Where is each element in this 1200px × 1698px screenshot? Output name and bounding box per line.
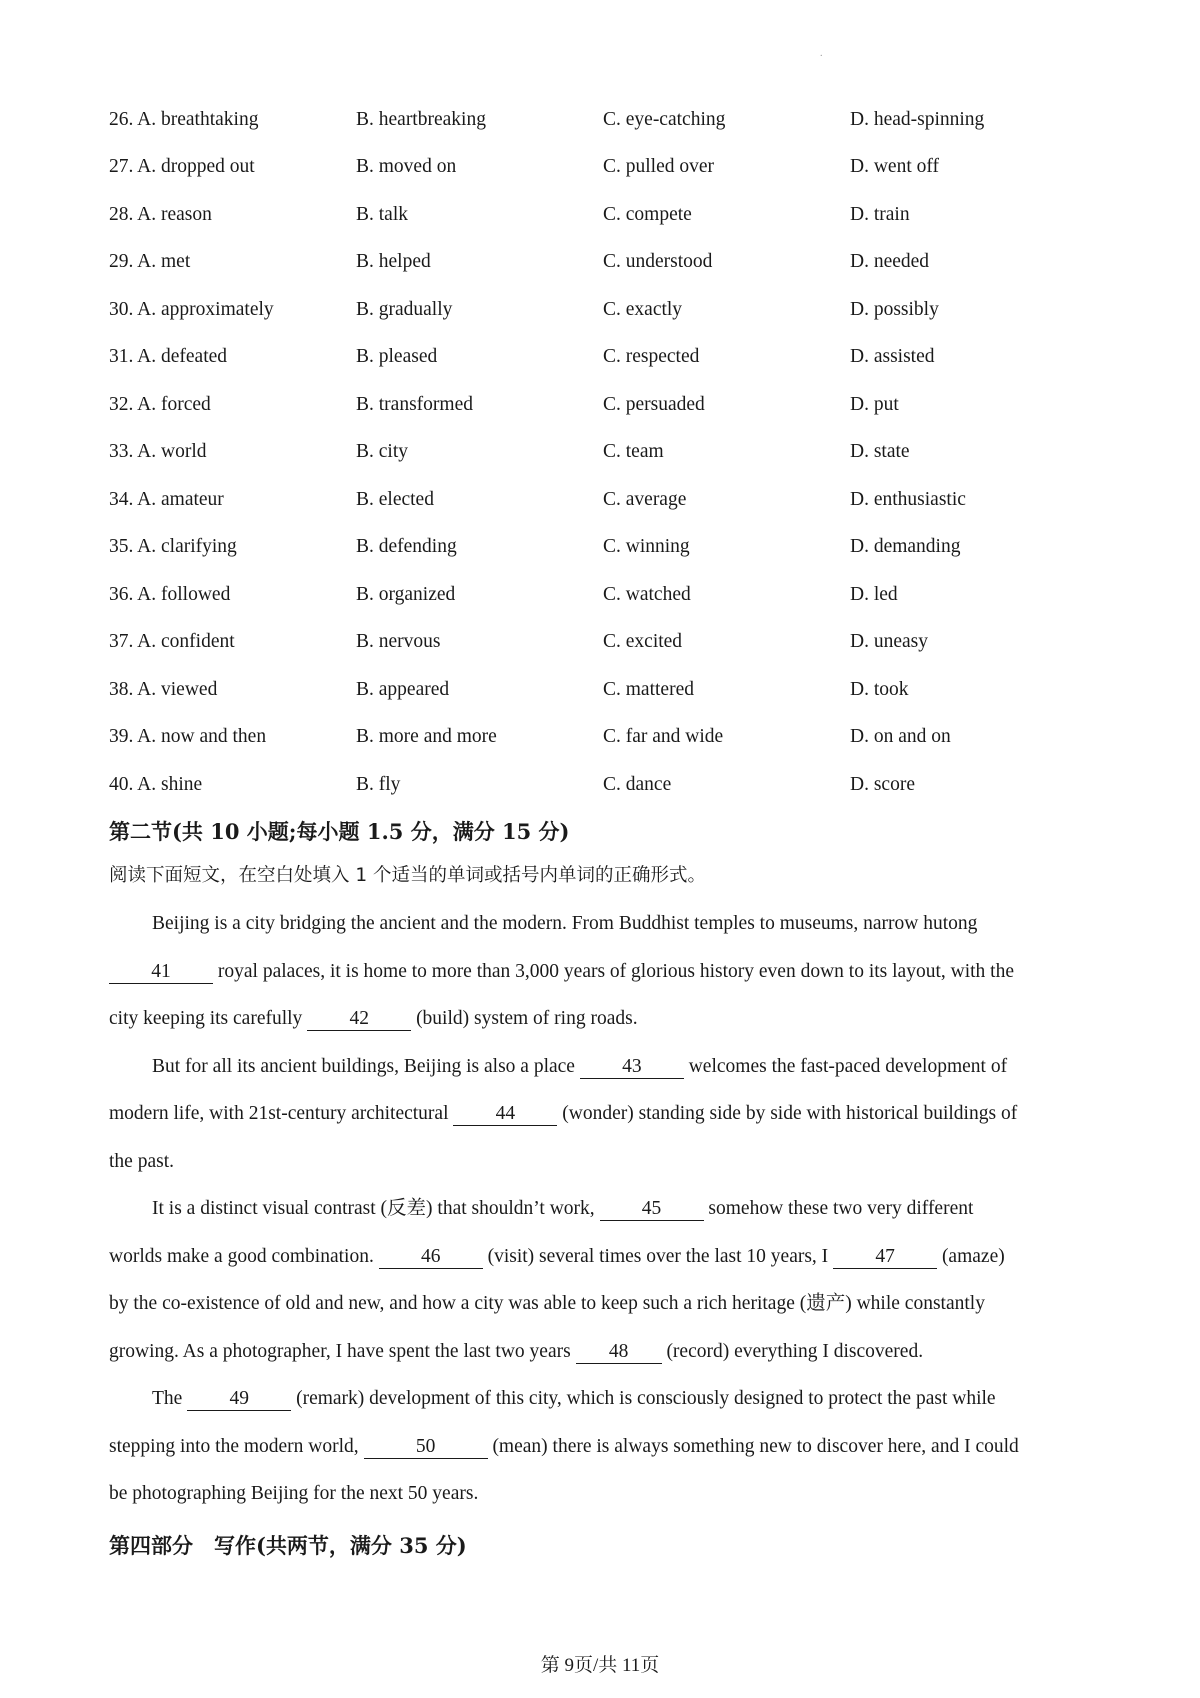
passage-line xyxy=(109,1090,1099,1138)
option-b: B. transformed xyxy=(356,393,473,415)
passage-line xyxy=(109,1328,1099,1376)
blank-42: 42 xyxy=(307,1008,411,1031)
blank-43: 43 xyxy=(580,1056,684,1079)
option-row xyxy=(109,286,1109,334)
option-a: 29. A. met xyxy=(109,251,191,273)
passage-text: (mean) there is always something new to discover here, and I could xyxy=(487,1435,1019,1457)
passage-text: by the co-existence of old and new, and how a city was able to keep such a rich heritage (遗产) while constantly xyxy=(109,1293,985,1314)
option-d: D. state xyxy=(850,441,910,463)
option-a: 36. A. followed xyxy=(109,583,231,605)
passage-line xyxy=(109,1138,1099,1186)
blank-47: 47 xyxy=(833,1246,937,1269)
option-b: B. nervous xyxy=(356,631,441,653)
blank-46: 46 xyxy=(379,1246,483,1269)
passage-line xyxy=(109,1233,1099,1281)
option-row xyxy=(109,619,1109,667)
option-row xyxy=(109,96,1109,144)
passage-text: (remark) development of this city, which is consciously designed to protect the past while xyxy=(291,1388,996,1409)
option-a: 27. A. dropped out xyxy=(109,156,255,178)
option-row xyxy=(109,761,1109,809)
option-b: B. appeared xyxy=(356,678,450,700)
option-c: C. exactly xyxy=(603,298,683,320)
option-a: 38. A. viewed xyxy=(109,678,218,700)
option-b: B. talk xyxy=(356,203,408,225)
passage-text: (wonder) standing side by side with historical buildings of xyxy=(557,1103,1018,1124)
option-c: C. far and wide xyxy=(603,726,724,748)
option-c: C. compete xyxy=(603,203,692,225)
option-a: 35. A. clarifying xyxy=(109,536,237,558)
option-c: C. average xyxy=(603,488,687,510)
option-b: B. heartbreaking xyxy=(356,108,486,130)
option-d: D. put xyxy=(850,393,899,415)
option-a: 26. A. breathtaking xyxy=(109,108,259,130)
option-b: B. organized xyxy=(356,583,456,605)
passage-text: city keeping its carefully xyxy=(109,1008,308,1029)
option-a: 32. A. forced xyxy=(109,393,211,415)
option-d: D. on and on xyxy=(850,726,951,748)
option-b: B. city xyxy=(356,441,408,463)
option-d: D. went off xyxy=(850,156,939,178)
option-c: C. watched xyxy=(603,583,691,605)
passage-line xyxy=(109,900,1099,948)
option-d: D. took xyxy=(850,678,909,700)
option-row xyxy=(109,191,1109,239)
blank-50: 50 xyxy=(364,1436,488,1459)
passage-text: (visit) several times over the last 10 years, I xyxy=(482,1245,834,1267)
blank-44: 44 xyxy=(453,1103,557,1126)
option-d: D. possibly xyxy=(850,298,939,320)
passage-line xyxy=(109,1470,1099,1518)
option-b: B. pleased xyxy=(356,346,438,368)
option-c: C. understood xyxy=(603,251,713,273)
option-a: 40. A. shine xyxy=(109,773,203,795)
option-b: B. moved on xyxy=(356,156,457,178)
blank-49: 49 xyxy=(187,1388,291,1411)
option-d: D. score xyxy=(850,773,915,795)
passage-line xyxy=(109,1185,1099,1233)
passage-text: modern life, with 21st-century architectural xyxy=(109,1103,454,1124)
passage-line xyxy=(109,1423,1099,1471)
option-c: C. persuaded xyxy=(603,393,705,415)
passage-text: But for all its ancient buildings, Beijing is also a place xyxy=(152,1055,580,1077)
option-a: 31. A. defeated xyxy=(109,346,228,368)
option-d: D. train xyxy=(850,203,910,225)
passage-text: (record) everything I discovered. xyxy=(661,1340,924,1362)
passage-line xyxy=(109,1043,1099,1091)
option-a: 39. A. now and then xyxy=(109,726,267,748)
passage-text: Beijing is a city bridging the ancient and the modern. From Buddhist temples to museums, narrow hutong xyxy=(152,913,978,934)
option-a: 37. A. confident xyxy=(109,631,235,653)
scan-dot: . xyxy=(820,48,823,59)
option-d: D. needed xyxy=(850,251,930,273)
option-a: 34. A. amateur xyxy=(109,488,224,510)
option-a: 30. A. approximately xyxy=(109,298,274,320)
passage-text: somehow these two very different xyxy=(703,1198,974,1219)
option-c: C. excited xyxy=(603,631,683,653)
option-row xyxy=(109,476,1109,524)
option-row xyxy=(109,714,1109,762)
passage-text: stepping into the modern world, xyxy=(109,1435,364,1457)
section-two-title: 第二节(共 10 小题;每小题 1.5 分，满分 15 分) xyxy=(109,819,570,844)
option-b: B. helped xyxy=(356,251,431,273)
passage-text: royal palaces, it is home to more than 3,000 years of glorious history even down to its layout, with the xyxy=(213,960,1014,982)
passage-text: be photographing Beijing for the next 50 years. xyxy=(109,1483,479,1504)
page-footer: 第 9页/共 11页 xyxy=(540,1655,660,1676)
option-d: D. led xyxy=(850,583,898,605)
passage-text: worlds make a good combination. xyxy=(109,1245,379,1267)
option-row xyxy=(109,239,1109,287)
passage-text: It is a distinct visual contrast (反差) that shouldn’t work, xyxy=(152,1198,600,1219)
blank-45: 45 xyxy=(600,1198,704,1221)
passage-text: growing. As a photographer, I have spent the last two years xyxy=(109,1340,576,1362)
option-b: B. more and more xyxy=(356,726,497,748)
passage-text: (amaze) xyxy=(937,1245,1005,1267)
passage-line xyxy=(109,995,1099,1043)
option-c: C. winning xyxy=(603,536,690,558)
passage xyxy=(109,900,1099,1518)
option-d: D. uneasy xyxy=(850,631,928,653)
passage-line xyxy=(109,948,1099,996)
option-a: 28. A. reason xyxy=(109,203,212,225)
options-table xyxy=(109,96,1109,809)
option-row xyxy=(109,144,1109,192)
section-two-instruction: 阅读下面短文，在空白处填入 1 个适当的单词或括号内单词的正确形式。 xyxy=(109,865,707,886)
option-d: D. head-spinning xyxy=(850,108,985,130)
passage-text: (build) system of ring roads. xyxy=(411,1008,638,1029)
passage-line xyxy=(109,1280,1099,1328)
option-d: D. demanding xyxy=(850,536,961,558)
option-b: B. gradually xyxy=(356,298,453,320)
option-b: B. elected xyxy=(356,488,434,510)
passage-line xyxy=(109,1375,1099,1423)
blank-41: 41 xyxy=(109,961,213,984)
option-d: D. enthusiastic xyxy=(850,488,966,510)
option-row xyxy=(109,571,1109,619)
option-c: C. respected xyxy=(603,346,700,368)
option-c: C. pulled over xyxy=(603,156,715,178)
passage-text: welcomes the fast-paced development of xyxy=(683,1055,1008,1077)
passage-text: the past. xyxy=(109,1150,174,1172)
option-row xyxy=(109,429,1109,477)
blank-48: 48 xyxy=(576,1341,662,1364)
option-c: C. dance xyxy=(603,773,672,795)
option-row xyxy=(109,666,1109,714)
passage-text: The xyxy=(152,1388,188,1409)
option-b: B. defending xyxy=(356,536,457,558)
option-a: 33. A. world xyxy=(109,441,207,463)
part-four-title: 第四部分 写作(共两节，满分 35 分) xyxy=(109,1533,467,1558)
option-c: C. eye-catching xyxy=(603,108,726,130)
option-c: C. team xyxy=(603,441,664,463)
option-row xyxy=(109,334,1109,382)
option-b: B. fly xyxy=(356,773,401,795)
option-d: D. assisted xyxy=(850,346,935,368)
option-c: C. mattered xyxy=(603,678,694,700)
option-row xyxy=(109,381,1109,429)
option-row xyxy=(109,524,1109,572)
